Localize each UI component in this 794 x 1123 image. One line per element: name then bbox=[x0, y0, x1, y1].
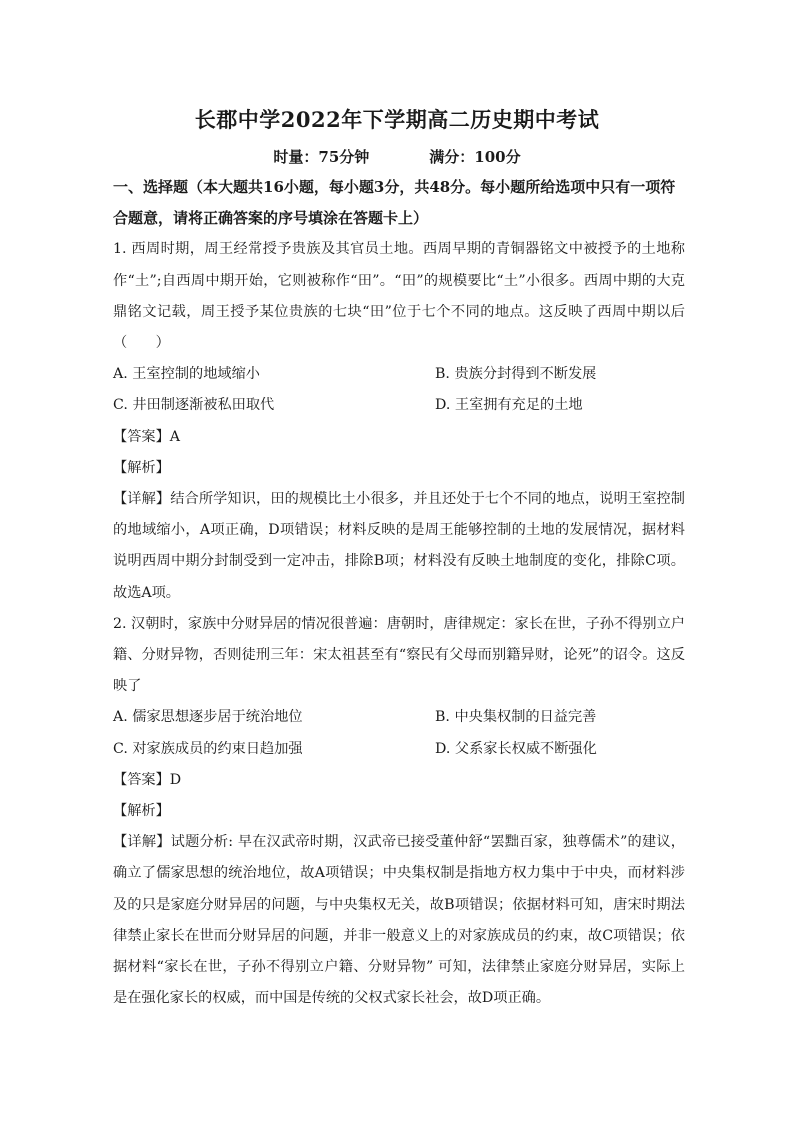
analysis-label: 【解析】 bbox=[113, 459, 170, 476]
detail-label: 【详解】 bbox=[113, 491, 171, 508]
detail-body: 结合所学知识，田的规模比土小很多，并且还处于七个不同的地点，说明王室控制的地域缩小，A项正确，D项错误；材料反映的是周王能够控制的土地的发展情况，据材料说明西周中期分封制受到一定冲击，排除B项；材料没有反映土地制度的变化，排除C项。故选A项。 bbox=[113, 491, 685, 601]
option-c: C. 井田制逐渐被私田取代 bbox=[113, 397, 275, 414]
detail-label: 【详解】 bbox=[113, 834, 171, 851]
option-row bbox=[113, 734, 685, 765]
detail-text bbox=[113, 827, 685, 1014]
answer-label: 【答案】 bbox=[113, 428, 170, 445]
answer-line bbox=[113, 765, 685, 796]
detail-text bbox=[113, 484, 685, 609]
exam-meta bbox=[0, 146, 794, 167]
option-a: A. 儒家思想逐步居于统治地位 bbox=[113, 709, 303, 726]
answer-value: D bbox=[169, 771, 182, 788]
detail-body: 试题分析: 早在汉武帝时期，汉武帝已接受董仲舒“罢黜百家，独尊儒术”的建议，确立了儒家思想的统治地位，故A项错误；中央集权制是指地方权力集中于中央，而材料涉及的只是家庭分财异居的问题，与中央集权无关，故B项错误；依据材料可知，唐宋时期法律禁止家长在世而分财异居的问题，并非一般意义上的对家族成员的约束，故C项错误；依据材料“家长在世，子孙不得别立户籍、分财异物” 可知，法律禁止家庭分财异居，实际上是在强化家长的权威，而中国是传统的父权式家长社会，故D项正确。 bbox=[113, 834, 685, 1007]
exam-score: 满分：100分 bbox=[429, 148, 521, 166]
option-row bbox=[113, 359, 685, 390]
option-a: A. 王室控制的地域缩小 bbox=[113, 366, 260, 383]
question-2 bbox=[113, 609, 685, 1015]
option-c: C. 对家族成员的约束日趋加强 bbox=[113, 740, 303, 757]
exam-title: 长郡中学2022年下学期高二历史期中考试 bbox=[194, 107, 600, 132]
question-stem: 1. 西周时期，周王经常授予贵族及其官员土地。西周早期的青铜器铭文中被授予的土地称作“土”;自西周中期开始，它则被称作“田”。“田”的规模要比“土”小很多。西周中期的大克鼎铭文记载，周王授予某位贵族的七块“田”位于七个不同的地点。这反映了西周中期以后（ ） bbox=[113, 241, 685, 352]
option-d: D. 父系家长权威不断强化 bbox=[435, 740, 597, 757]
option-b: B. 中央集权制的日益完善 bbox=[435, 709, 597, 726]
option-b: B. 贵族分封得到不断发展 bbox=[435, 366, 597, 383]
option-row bbox=[113, 390, 685, 421]
answer-label: 【答案】 bbox=[113, 771, 170, 788]
analysis-label: 【解析】 bbox=[113, 803, 170, 820]
question-stem: 2. 汉朝时，家族中分财异居的情况很普遍：唐朝时，唐律规定：家长在世，子孙不得别立户籍、分财异物，否则徒刑三年：宋太祖甚至有“察民有父母而别籍异财，论死”的诏令。这反映了 bbox=[113, 615, 685, 695]
answer-line bbox=[113, 422, 685, 453]
section-heading: 一、选择题（本大题共16小题，每小题3分，共48分。每小题所给选项中只有一项符合题意，请将正确答案的序号填涂在答题卡上） bbox=[113, 178, 676, 228]
answer-value: A bbox=[169, 428, 181, 445]
exam-time: 时量：75分钟 bbox=[273, 148, 370, 166]
question-1 bbox=[113, 234, 685, 608]
option-d: D. 王室拥有充足的土地 bbox=[435, 397, 583, 414]
exam-content bbox=[113, 172, 685, 1014]
option-row bbox=[113, 702, 685, 733]
